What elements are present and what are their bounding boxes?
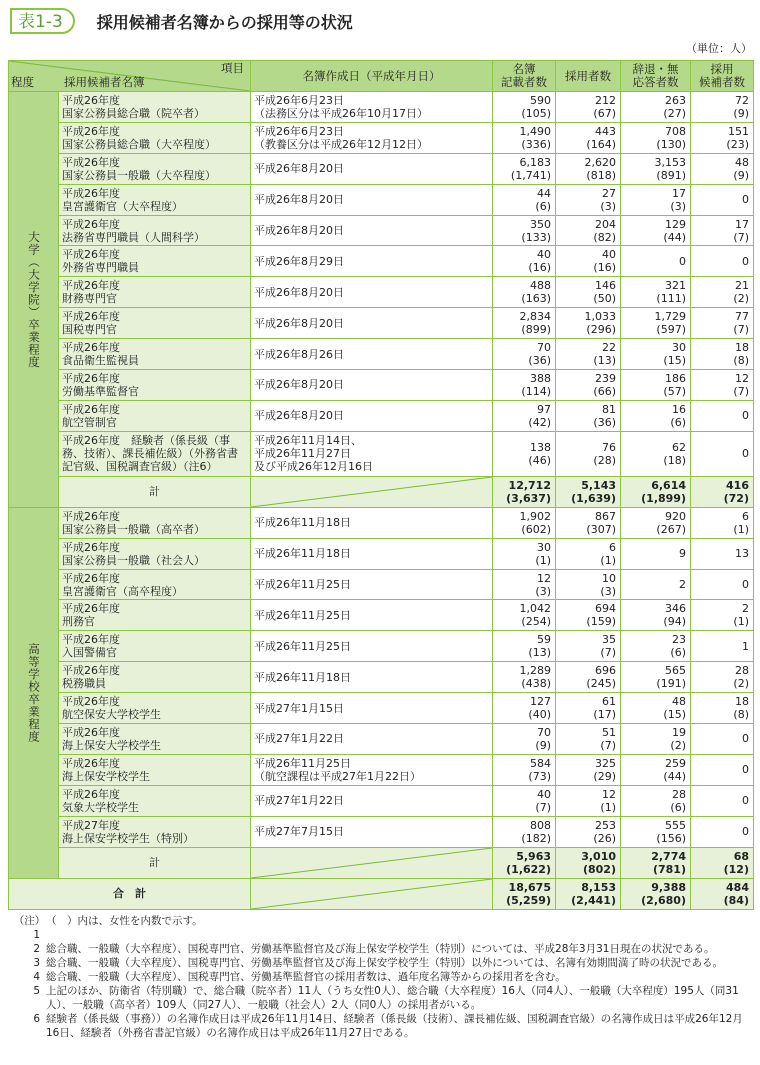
count-hired: 35 (7) (556, 631, 621, 662)
list-date: 平成26年11月14日、 平成26年11月27日 及び平成26年12月16日 (251, 431, 493, 476)
table-row (9, 215, 754, 246)
table-row (9, 816, 754, 847)
count-declined: 0 (621, 246, 691, 277)
subtotal-declined: 6,614 (1,899) (621, 476, 691, 507)
list-name: 平成26年度 国家公務員一般職（社会人） (59, 538, 251, 569)
count-listed: 44 (6) (493, 184, 556, 215)
subtotal-row (9, 476, 754, 507)
count-listed: 138 (46) (493, 431, 556, 476)
subtotal-label: 計 (59, 476, 251, 507)
count-candidates: 77 (7) (691, 308, 754, 339)
count-candidates: 151 (23) (691, 122, 754, 153)
list-date: 平成26年11月25日 (251, 569, 493, 600)
count-declined: 19 (2) (621, 724, 691, 755)
grand-total-hired: 8,153 (2,441) (556, 878, 621, 909)
list-name: 平成26年度 国税専門官 (59, 308, 251, 339)
table-row (9, 184, 754, 215)
list-date: 平成27年1月22日 (251, 785, 493, 816)
list-date: 平成26年8月20日 (251, 370, 493, 401)
count-hired: 212 (67) (556, 92, 621, 123)
list-date: 平成26年8月20日 (251, 215, 493, 246)
count-listed: 70 (36) (493, 339, 556, 370)
grand-total-listed: 18,675 (5,259) (493, 878, 556, 909)
header-level: 程度 (11, 75, 34, 89)
count-declined: 321 (111) (621, 277, 691, 308)
unit-label: （単位：人） (686, 42, 752, 55)
count-listed: 388 (114) (493, 370, 556, 401)
count-declined: 3,153 (891) (621, 153, 691, 184)
recruitment-table (8, 60, 754, 910)
count-listed: 584 (73) (493, 754, 556, 785)
count-listed: 1,042 (254) (493, 600, 556, 631)
count-candidates: 21 (2) (691, 277, 754, 308)
count-listed: 40 (7) (493, 785, 556, 816)
count-candidates: 18 (8) (691, 693, 754, 724)
table-row (9, 153, 754, 184)
count-declined: 48 (15) (621, 693, 691, 724)
count-listed: 1,490 (336) (493, 122, 556, 153)
count-declined: 565 (191) (621, 662, 691, 693)
count-declined: 346 (94) (621, 600, 691, 631)
table-row (9, 724, 754, 755)
list-date: 平成26年6月23日 （教養区分は平成26年12月12日） (251, 122, 493, 153)
count-hired: 1,033 (296) (556, 308, 621, 339)
count-listed: 59 (13) (493, 631, 556, 662)
table-row (9, 569, 754, 600)
list-date: 平成26年11月18日 (251, 507, 493, 538)
list-name: 平成26年度 国家公務員一般職（高卒者） (59, 507, 251, 538)
list-name: 平成26年度 気象大学校学生 (59, 785, 251, 816)
table-number-badge: 表1-3 (10, 8, 75, 34)
count-candidates: 17 (7) (691, 215, 754, 246)
table-row (9, 339, 754, 370)
subtotal-label: 計 (59, 847, 251, 878)
table-row (9, 631, 754, 662)
count-hired: 443 (164) (556, 122, 621, 153)
list-date: 平成26年11月18日 (251, 662, 493, 693)
count-listed: 488 (163) (493, 277, 556, 308)
note-text: 経験者（係長級（事務））の名簿作成日は平成26年11月14日、経験者（係長級（技術）、課長補佐級、国税調査官級）の名簿作成日は平成26年12月16日、経験者（外務省書記官級）の名簿作成日は平成26年11月27日である。 (46, 1013, 743, 1039)
subtotal-hired: 3,010 (802) (556, 847, 621, 878)
note-item (10, 970, 755, 984)
list-name: 平成26年度 皇宮護衛官（高卒程度） (59, 569, 251, 600)
level-cell: 高等学校卒業程度 (9, 507, 59, 878)
count-hired: 2,620 (818) (556, 153, 621, 184)
header-candidates: 採用 候補者数 (691, 61, 754, 92)
count-hired: 204 (82) (556, 215, 621, 246)
count-hired: 867 (307) (556, 507, 621, 538)
note-number: （注）1 (13, 915, 40, 941)
header-item-cell (9, 61, 251, 92)
count-declined: 259 (44) (621, 754, 691, 785)
note-text: 上記のほか、防衛省（特別職）で、総合職（院卒者）11人（うち女性0人）、総合職（大卒程度）16人（同4人）、一般職（大卒程度）195人（同31人）、一般職（高卒者）109人（同27人）、一般職（社会人）2人（同0人）の採用者がいる。 (46, 985, 739, 1011)
count-declined: 2 (621, 569, 691, 600)
list-name: 平成27年度 海上保安学校学生（特別） (59, 816, 251, 847)
count-declined: 17 (3) (621, 184, 691, 215)
count-listed: 2,834 (899) (493, 308, 556, 339)
list-date: 平成26年8月20日 (251, 308, 493, 339)
subtotal-listed: 5,963 (1,622) (493, 847, 556, 878)
count-candidates: 18 (8) (691, 339, 754, 370)
note-item (10, 1012, 755, 1040)
list-date: 平成27年1月15日 (251, 693, 493, 724)
grand-total-date-blank (251, 878, 493, 909)
table-row (9, 246, 754, 277)
count-hired: 696 (245) (556, 662, 621, 693)
table-row (9, 308, 754, 339)
count-candidates: 0 (691, 785, 754, 816)
list-date: 平成26年11月25日 (251, 600, 493, 631)
list-name: 平成26年度 外務省専門職員 (59, 246, 251, 277)
header-row (9, 61, 754, 92)
count-hired: 27 (3) (556, 184, 621, 215)
count-candidates: 0 (691, 816, 754, 847)
count-listed: 1,902 (602) (493, 507, 556, 538)
count-candidates: 0 (691, 184, 754, 215)
count-listed: 808 (182) (493, 816, 556, 847)
count-candidates: 0 (691, 400, 754, 431)
count-declined: 16 (6) (621, 400, 691, 431)
table-row (9, 400, 754, 431)
count-listed: 70 (9) (493, 724, 556, 755)
table-title (10, 8, 353, 34)
note-item (10, 956, 755, 970)
count-candidates: 0 (691, 569, 754, 600)
note-item (10, 914, 755, 942)
count-candidates: 0 (691, 431, 754, 476)
count-declined: 263 (27) (621, 92, 691, 123)
list-date: 平成26年8月20日 (251, 153, 493, 184)
subtotal-declined: 2,774 (781) (621, 847, 691, 878)
list-name: 平成26年度 税務職員 (59, 662, 251, 693)
table-row (9, 277, 754, 308)
note-number: 6 (33, 1013, 40, 1025)
list-date: 平成26年8月20日 (251, 400, 493, 431)
list-name: 平成26年度 財務専門官 (59, 277, 251, 308)
list-name: 平成26年度 航空保安大学校学生 (59, 693, 251, 724)
note-text: 総合職、一般職（大卒程度）、国税専門官、労働基準監督官及び海上保安学校学生（特別）については、平成28年3月31日現在の状況である。 (46, 943, 715, 955)
list-name: 平成26年度 国家公務員一般職（大卒程度） (59, 153, 251, 184)
list-name: 平成26年度 入国警備官 (59, 631, 251, 662)
count-candidates: 12 (7) (691, 370, 754, 401)
note-number: 3 (33, 957, 40, 969)
subtotal-listed: 12,712 (3,637) (493, 476, 556, 507)
table-row (9, 538, 754, 569)
list-name: 平成26年度 航空管制官 (59, 400, 251, 431)
count-candidates: 48 (9) (691, 153, 754, 184)
count-declined: 30 (15) (621, 339, 691, 370)
subtotal-candidates: 416 (72) (691, 476, 754, 507)
subtotal-candidates: 68 (12) (691, 847, 754, 878)
count-candidates: 2 (1) (691, 600, 754, 631)
list-date: 平成26年8月29日 (251, 246, 493, 277)
list-date: 平成26年8月20日 (251, 277, 493, 308)
count-candidates: 0 (691, 754, 754, 785)
count-hired: 81 (36) (556, 400, 621, 431)
subtotal-row (9, 847, 754, 878)
count-hired: 51 (7) (556, 724, 621, 755)
list-name: 平成26年度 労働基準監督官 (59, 370, 251, 401)
grand-total-row (9, 878, 754, 909)
list-name: 平成26年度 海上保安学校学生 (59, 754, 251, 785)
grand-total-declined: 9,388 (2,680) (621, 878, 691, 909)
note-number: 2 (33, 943, 40, 955)
list-date: 平成26年6月23日 （法務区分は平成26年10月17日） (251, 92, 493, 123)
header-hired: 採用者数 (556, 61, 621, 92)
list-date: 平成26年11月25日 (251, 631, 493, 662)
table-row (9, 754, 754, 785)
table-row (9, 370, 754, 401)
count-hired: 61 (17) (556, 693, 621, 724)
count-hired: 253 (26) (556, 816, 621, 847)
grand-total-candidates: 484 (84) (691, 878, 754, 909)
list-date: 平成26年11月25日 （航空課程は平成27年1月22日） (251, 754, 493, 785)
count-listed: 1,289 (438) (493, 662, 556, 693)
header-declined: 辞退・無 応答者数 (621, 61, 691, 92)
count-hired: 694 (159) (556, 600, 621, 631)
list-date: 平成27年7月15日 (251, 816, 493, 847)
count-declined: 1,729 (597) (621, 308, 691, 339)
list-date: 平成26年8月20日 (251, 184, 493, 215)
header-item: 項目 (221, 61, 244, 75)
count-declined: 555 (156) (621, 816, 691, 847)
count-hired: 6 (1) (556, 538, 621, 569)
subtotal-date-blank (251, 847, 493, 878)
table-row (9, 431, 754, 476)
list-date: 平成26年8月26日 (251, 339, 493, 370)
count-candidates: 13 (691, 538, 754, 569)
count-candidates: 0 (691, 246, 754, 277)
count-candidates: 6 (1) (691, 507, 754, 538)
count-candidates: 0 (691, 724, 754, 755)
count-listed: 12 (3) (493, 569, 556, 600)
note-text: （ ）内は、女性を内数で示す。 (46, 915, 203, 927)
list-name: 平成26年度 海上保安大学校学生 (59, 724, 251, 755)
grand-total-label: 合 計 (9, 878, 251, 909)
count-candidates: 72 (9) (691, 92, 754, 123)
count-declined: 9 (621, 538, 691, 569)
count-listed: 6,183 (1,741) (493, 153, 556, 184)
list-name: 平成26年度 刑務官 (59, 600, 251, 631)
count-hired: 325 (29) (556, 754, 621, 785)
count-declined: 129 (44) (621, 215, 691, 246)
list-name: 平成26年度 法務省専門職員（人間科学） (59, 215, 251, 246)
note-text: 総合職、一般職（大卒程度）、国税専門官、労働基準監督官の採用者数は、過年度名簿等からの採用者を含む。 (46, 971, 566, 983)
table-heading: 採用候補者名簿からの採用等の状況 (96, 12, 353, 32)
list-name: 平成26年度 経験者（係長級（事務、技術）、課長補佐級）（外務省書記官級、国税調査官級）（注6） (59, 431, 251, 476)
count-listed: 30 (1) (493, 538, 556, 569)
list-name: 平成26年度 国家公務員総合職（院卒者） (59, 92, 251, 123)
count-hired: 146 (50) (556, 277, 621, 308)
count-hired: 40 (16) (556, 246, 621, 277)
note-item (10, 942, 755, 956)
count-declined: 920 (267) (621, 507, 691, 538)
table-row (9, 600, 754, 631)
count-hired: 76 (28) (556, 431, 621, 476)
count-listed: 590 (105) (493, 92, 556, 123)
header-name: 採用候補者名簿 (64, 75, 145, 89)
count-listed: 127 (40) (493, 693, 556, 724)
count-candidates: 28 (2) (691, 662, 754, 693)
note-text: 総合職、一般職（大卒程度）、国税専門官、労働基準監督官及び海上保安学校学生（特別）以外については、名簿有効期間満了時の状況である。 (46, 957, 724, 969)
table-row (9, 92, 754, 123)
count-declined: 28 (6) (621, 785, 691, 816)
table-row (9, 785, 754, 816)
count-hired: 22 (13) (556, 339, 621, 370)
list-name: 平成26年度 皇宮護衛官（大卒程度） (59, 184, 251, 215)
count-declined: 23 (6) (621, 631, 691, 662)
count-hired: 239 (66) (556, 370, 621, 401)
count-listed: 350 (133) (493, 215, 556, 246)
list-name: 平成26年度 食品衛生監視員 (59, 339, 251, 370)
subtotal-date-blank (251, 476, 493, 507)
notes (10, 914, 755, 1040)
list-date: 平成27年1月22日 (251, 724, 493, 755)
table-row (9, 693, 754, 724)
count-hired: 12 (1) (556, 785, 621, 816)
count-hired: 10 (3) (556, 569, 621, 600)
count-listed: 40 (16) (493, 246, 556, 277)
note-number: 4 (33, 971, 40, 983)
count-listed: 97 (42) (493, 400, 556, 431)
count-declined: 62 (18) (621, 431, 691, 476)
list-date: 平成26年11月18日 (251, 538, 493, 569)
header-date: 名簿作成日（平成年月日） (251, 61, 493, 92)
subtotal-hired: 5,143 (1,639) (556, 476, 621, 507)
count-declined: 708 (130) (621, 122, 691, 153)
count-declined: 186 (57) (621, 370, 691, 401)
table-row (9, 122, 754, 153)
table-row (9, 507, 754, 538)
table-row (9, 662, 754, 693)
count-candidates: 1 (691, 631, 754, 662)
note-number: 5 (33, 985, 40, 997)
list-name: 平成26年度 国家公務員総合職（大卒程度） (59, 122, 251, 153)
header-listed: 名簿 記載者数 (493, 61, 556, 92)
level-cell: 大学（大学院）卒業程度 (9, 92, 59, 508)
note-item (10, 984, 755, 1012)
